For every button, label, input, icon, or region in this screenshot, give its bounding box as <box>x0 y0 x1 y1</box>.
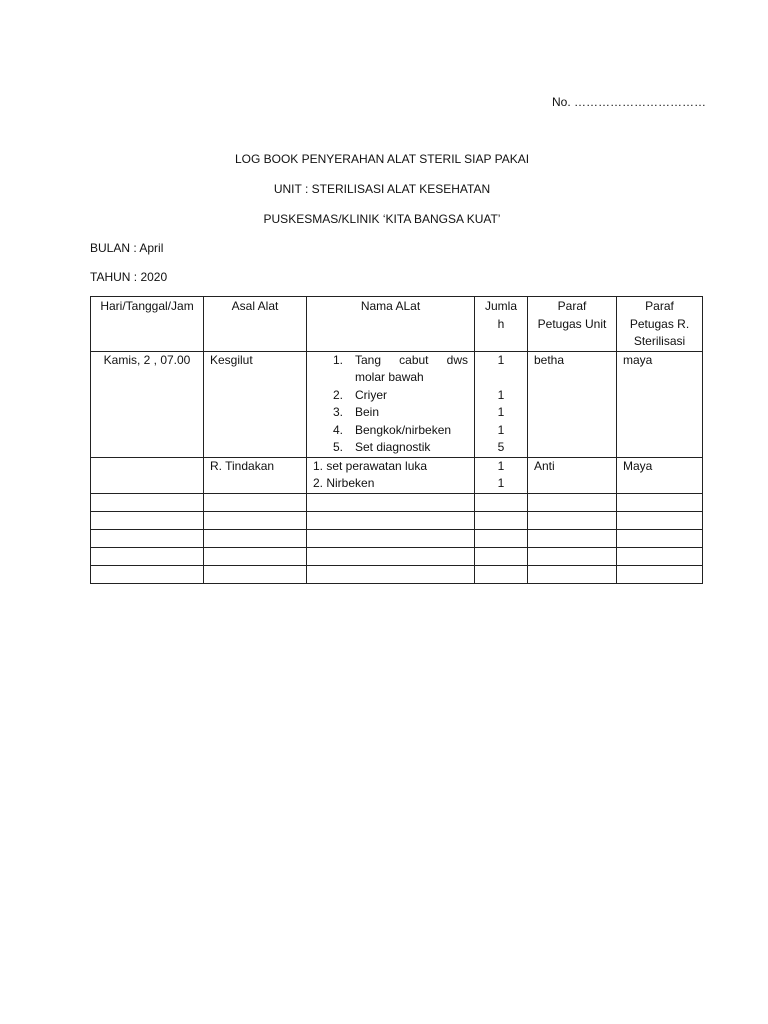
cell-unit-sign: Anti <box>528 457 617 493</box>
cell-qty: 1 1 <box>475 457 528 493</box>
list-item: 3. Bein <box>332 405 380 419</box>
cell-steril-sign: Maya <box>617 457 703 493</box>
cell-unit-sign: betha <box>528 351 617 457</box>
list-item: 4. Bengkok/nirbeken <box>332 422 452 437</box>
empty-row <box>91 493 703 511</box>
cell-date <box>91 457 204 493</box>
document-title: LOG BOOK PENYERAHAN ALAT STERIL SIAP PAKAI <box>234 152 530 166</box>
cell-steril-sign: maya <box>617 351 703 457</box>
cell-items <box>307 457 475 493</box>
empty-row <box>91 547 703 565</box>
cell-items <box>307 351 475 457</box>
header-name: Nama ALat <box>307 297 475 352</box>
log-table <box>90 296 703 584</box>
header-date: Hari/Tanggal/Jam <box>91 297 204 352</box>
list-item: 2. Criyer <box>332 387 387 402</box>
list-item: 5. Set diagnostik <box>332 440 431 454</box>
list-item: 1. set perawatan luka <box>313 458 428 473</box>
cell-qty: 1 1 1 1 5 <box>475 351 528 457</box>
list-item: 2. Nirbeken <box>313 476 375 490</box>
empty-row <box>91 511 703 529</box>
cell-origin: Kesgilut <box>204 351 307 457</box>
cell-date: Kamis, 2 , 07.00 <box>91 351 204 457</box>
table-header-row <box>91 297 703 352</box>
unit-line: UNIT : STERILISASI ALAT KESEHATAN <box>273 182 491 196</box>
header-origin: Asal Alat <box>204 297 307 352</box>
facility-line: PUSKESMAS/KLINIK ‘KITA BANGSA KUAT’ <box>263 212 501 226</box>
year-line: TAHUN : 2020 <box>90 270 168 284</box>
document-number: No. …………………………… <box>552 95 707 109</box>
list-item: 1. Tang cabut dws molar bawah <box>332 352 468 384</box>
month-line: BULAN : April <box>90 241 164 255</box>
header-qty: Jumla h <box>475 297 528 352</box>
empty-row <box>91 565 703 583</box>
table-row <box>91 351 703 457</box>
table-row <box>91 457 703 493</box>
header-steril-sign: Paraf Petugas R. Sterilisasi <box>617 297 703 352</box>
empty-row <box>91 529 703 547</box>
header-unit-sign: Paraf Petugas Unit <box>528 297 617 352</box>
cell-origin: R. Tindakan <box>204 457 307 493</box>
